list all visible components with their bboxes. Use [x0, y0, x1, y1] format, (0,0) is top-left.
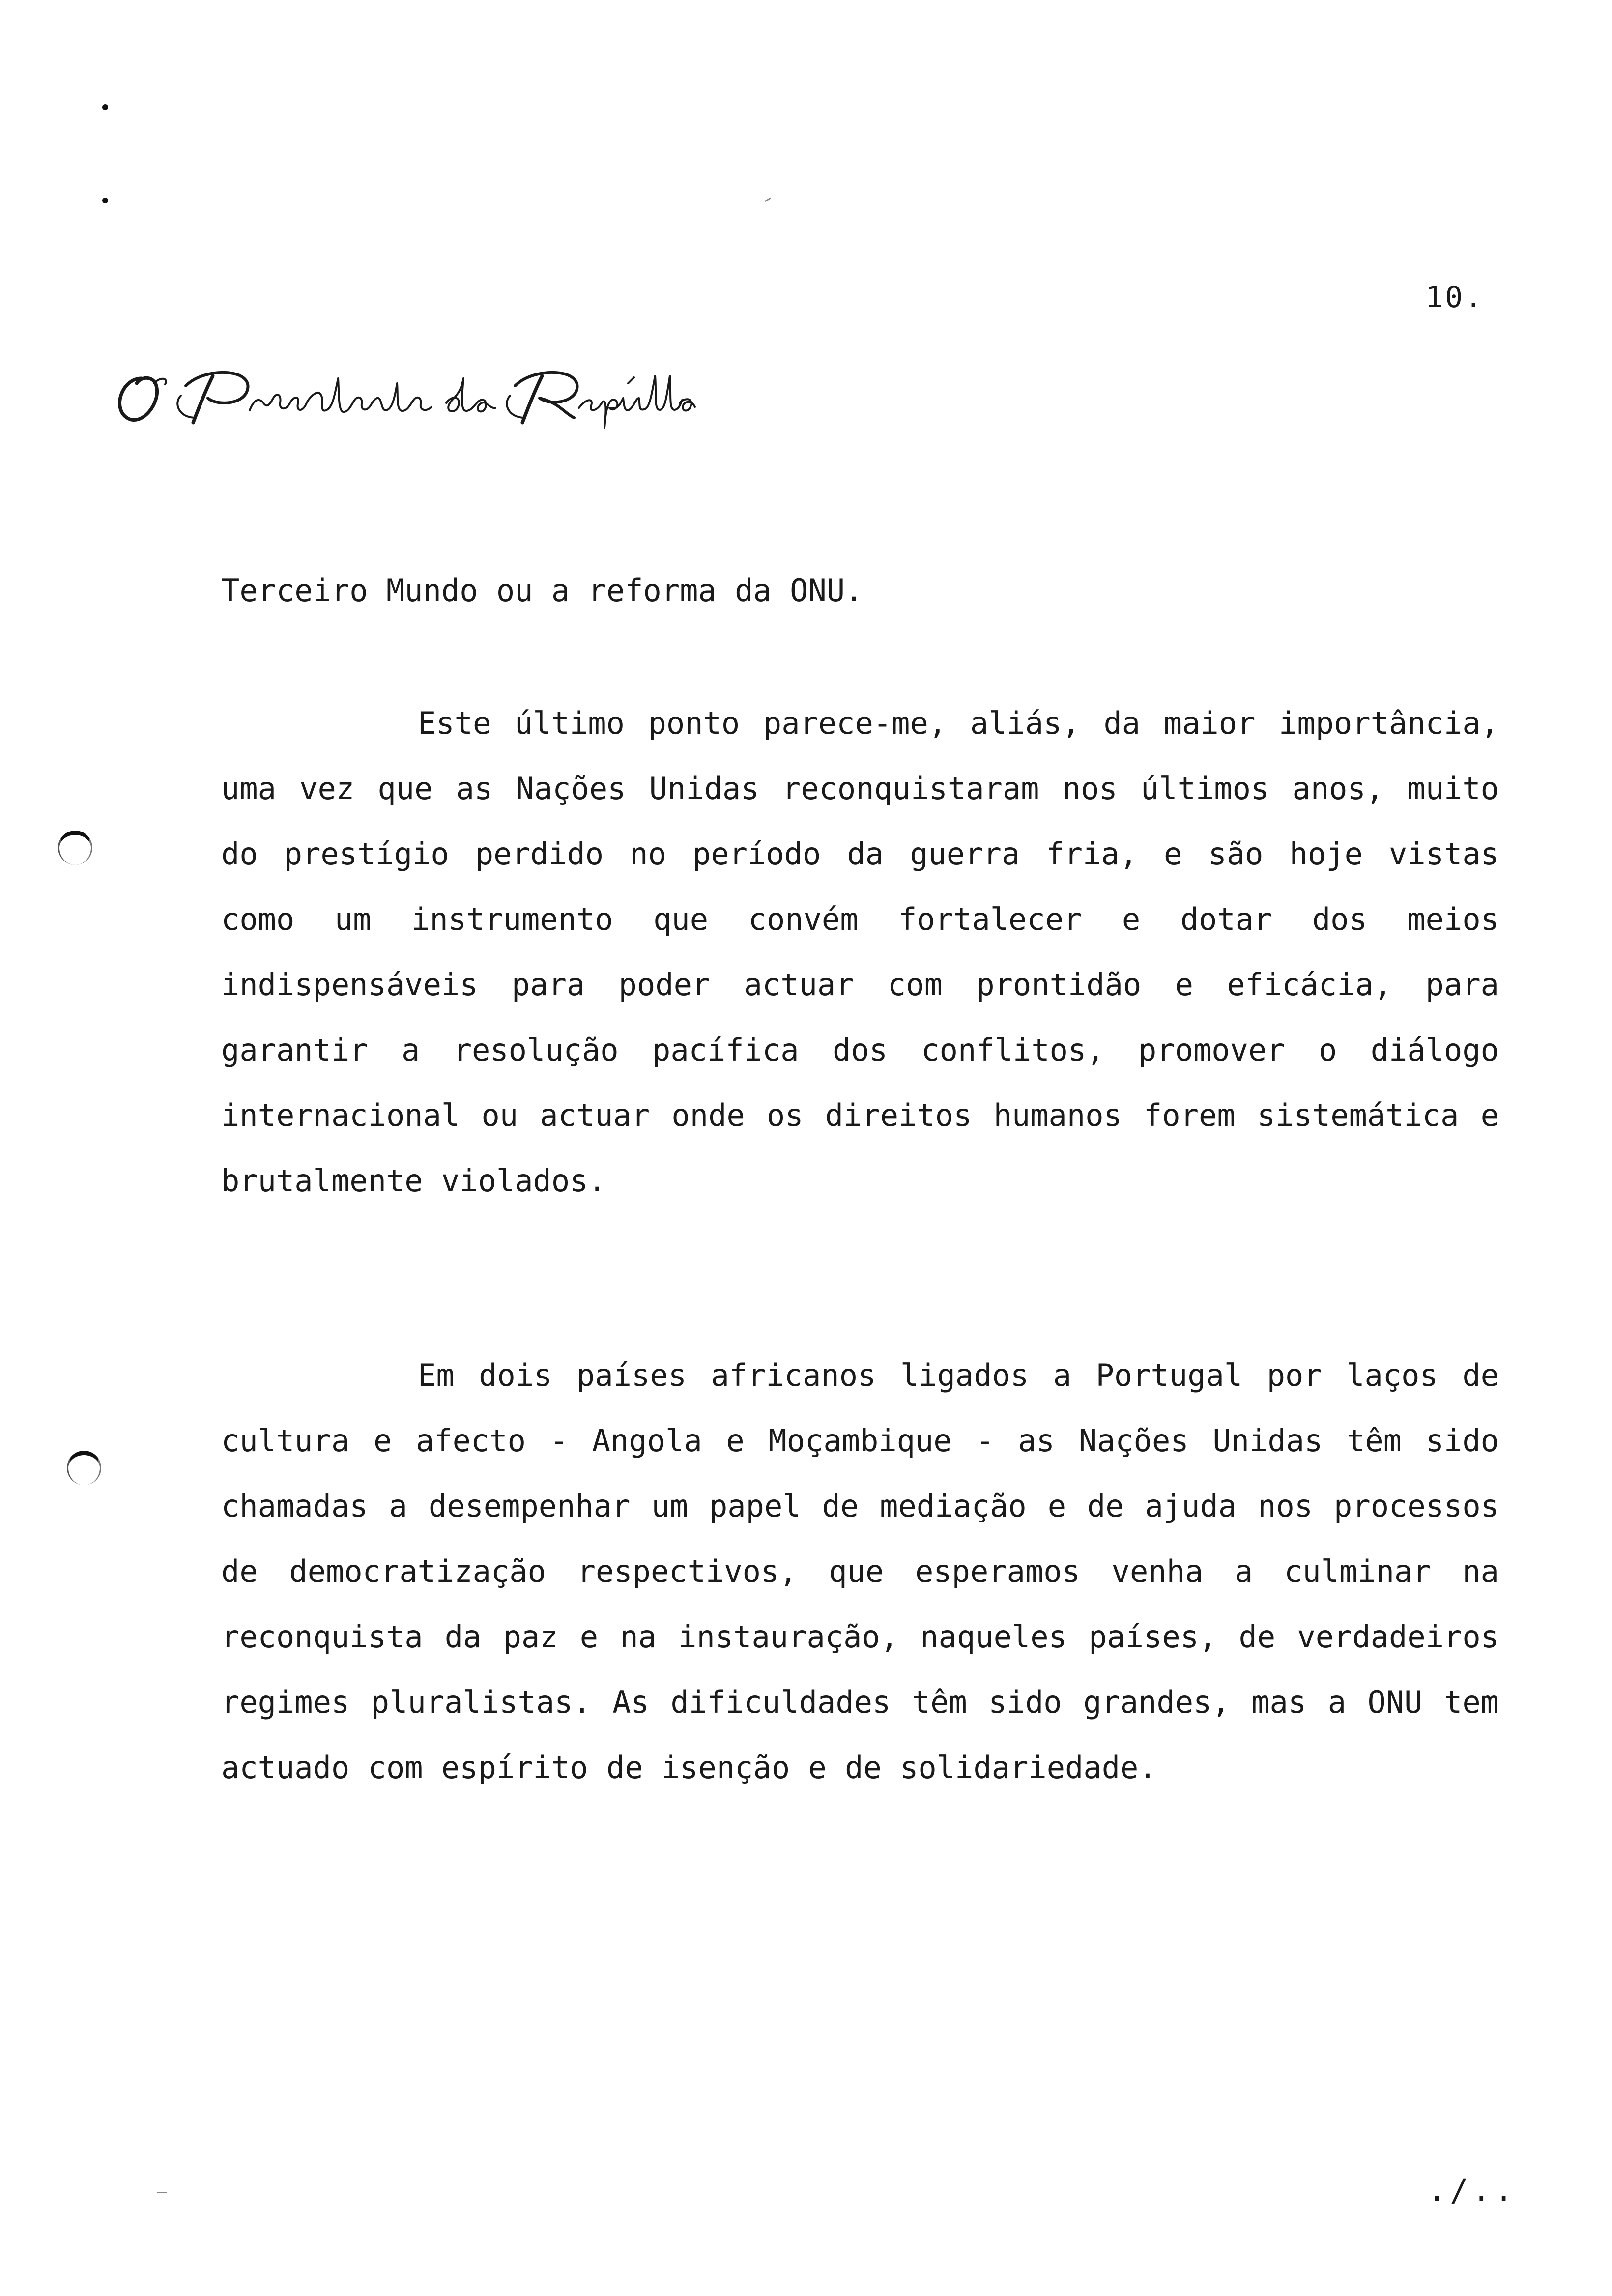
scan-speck — [764, 198, 771, 202]
punch-hole-mark — [67, 1451, 101, 1485]
paragraph-2 — [221, 1343, 1499, 1800]
punch-hole-mark — [58, 831, 92, 865]
continuation-mark: ./.. — [1428, 2172, 1517, 2208]
opening-line: Terceiro Mundo ou a reforma da ONU. — [221, 573, 864, 608]
paragraph-text: Em dois países africanos ligados a Portugal por laços de cultura e afecto - Angola e Moçambique - as Nações Unidas têm sido chamadas a desempenhar um papel de mediação e de ajuda nos processos de democratização respectivos, que esperamos venha a culminar na reconquista da paz e na instauração, naqueles países, de verdadeiros regimes pluralistas. As dificuldades têm sido grandes, mas a ONU tem actuado com espírito de isenção e de solidariedade. — [221, 1357, 1499, 1785]
letterhead-logo — [107, 349, 697, 437]
paragraph-text: Este último ponto parece-me, aliás, da maior importância, uma vez que as Nações Unidas reconquistaram nos últimos anos, muito do prestígio perdido no período da guerra fria, e são hoje vistas como um instrumento que convém fortalecer e dotar dos meios indispensáveis para poder actuar com prontidão e eficácia, para garantir a resolução pacífica dos conflitos, promover o diálogo internacional ou actuar onde os direitos humanos forem sistemática e brutalmente violados. — [221, 705, 1499, 1199]
margin-dot — [102, 104, 108, 110]
scan-speck — [157, 2192, 167, 2193]
margin-dot — [102, 198, 108, 203]
page-number: 10. — [1425, 280, 1485, 315]
paragraph-1 — [221, 690, 1499, 1213]
